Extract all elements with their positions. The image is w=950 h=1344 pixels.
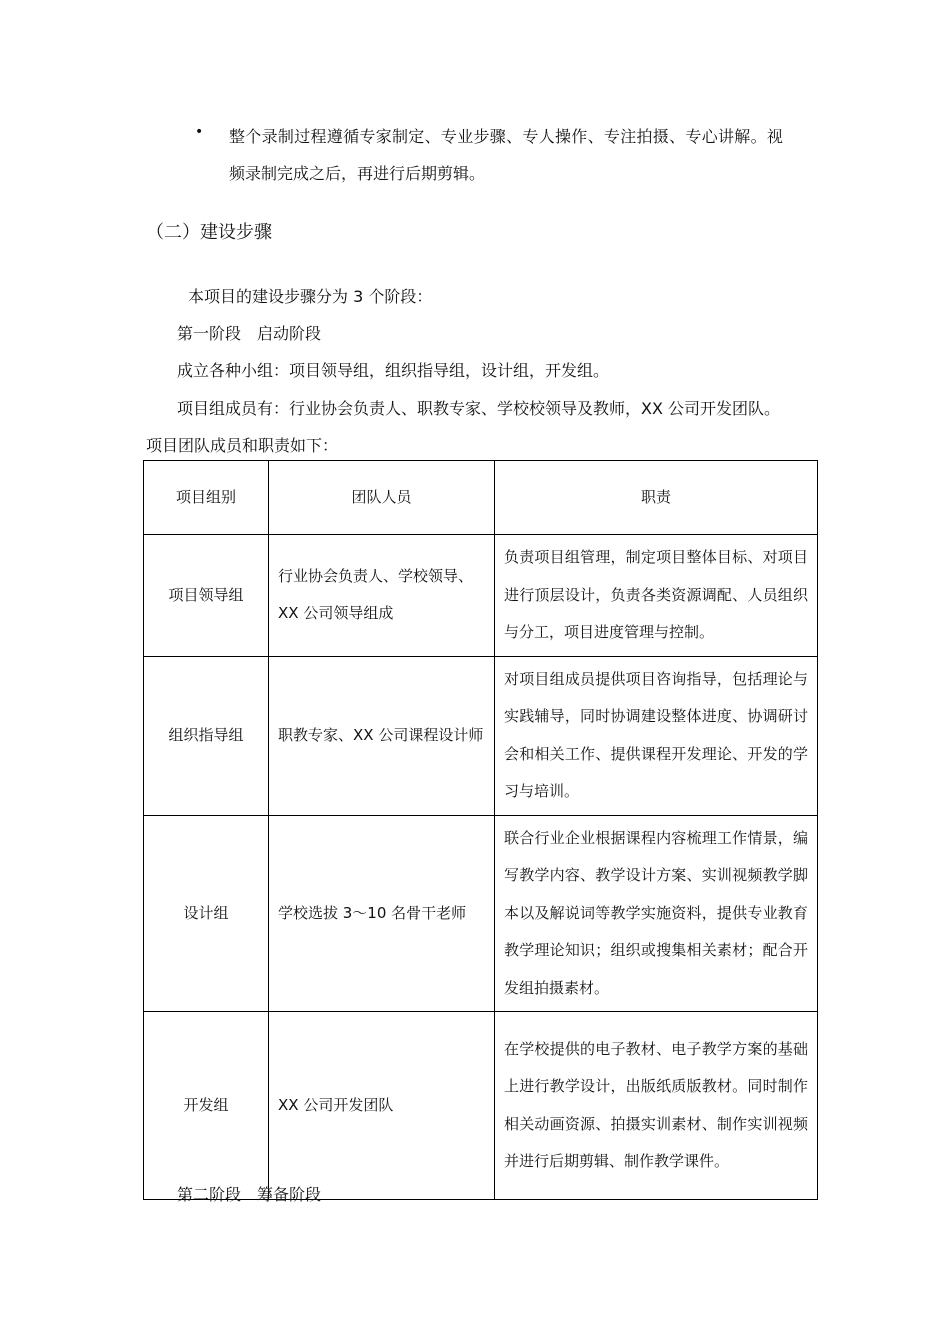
table-row xyxy=(144,1012,818,1200)
team-responsibility-table xyxy=(143,460,818,1200)
cell-members: XX 公司开发团队 xyxy=(269,1012,495,1200)
cell-duties: 联合行业企业根据课程内容梳理工作情景，编写教学内容、教学设计方案、实训视频教学脚本以及解说词等教学实施资料，提供专业教育教学理论知识；组织或搜集相关素材；配合开发组拍摄素材。 xyxy=(495,815,818,1012)
members-paragraph-line-1: 项目组成员有：行业协会负责人、职教专家、学校校领导及教师，XX 公司开发团队。 xyxy=(177,399,781,418)
intro-paragraph: 本项目的建设步骤分为 3 个阶段： xyxy=(188,287,433,306)
section-heading: （二）建设步骤 xyxy=(146,222,272,243)
groups-paragraph: 成立各种小组：项目领导组，组织指导组，设计组，开发组。 xyxy=(177,361,610,380)
table-row xyxy=(144,815,818,1012)
cell-group: 设计组 xyxy=(144,815,269,1012)
cell-duties: 对项目组成员提供项目咨询指导，包括理论与实践辅导，同时协调建设整体进度、协调研讨会和相关工作、提供课程开发理论、开发的学习与培训。 xyxy=(495,656,818,815)
cell-group: 项目领导组 xyxy=(144,535,269,657)
header-duties: 职责 xyxy=(495,461,818,535)
header-members: 团队人员 xyxy=(269,461,495,535)
table-row xyxy=(144,656,818,815)
cell-members: 学校选拔 3～10 名骨干老师 xyxy=(269,815,495,1012)
cell-group: 开发组 xyxy=(144,1012,269,1200)
members-paragraph-line-2: 项目团队成员和职责如下： xyxy=(146,436,339,455)
header-group: 项目组别 xyxy=(144,461,269,535)
cell-group: 组织指导组 xyxy=(144,656,269,815)
bullet-text-line-2: 频录制完成之后，再进行后期剪辑。 xyxy=(229,164,486,183)
stage-two-heading: 第二阶段 筹备阶段 xyxy=(177,1185,322,1204)
bullet-marker: • xyxy=(195,124,204,140)
cell-duties: 在学校提供的电子教材、电子教学方案的基础上进行教学设计，出版纸质版教材。同时制作相关动画资源、拍摄实训素材、制作实训视频并进行后期剪辑、制作教学课件。 xyxy=(495,1012,818,1200)
cell-members: 行业协会负责人、学校领导、XX 公司领导组成 xyxy=(269,535,495,657)
table-row xyxy=(144,535,818,657)
bullet-text-line-1: 整个录制过程遵循专家制定、专业步骤、专人操作、专注拍摄、专心讲解。视 xyxy=(229,127,784,146)
cell-duties: 负责项目组管理，制定项目整体目标、对项目进行顶层设计，负责各类资源调配、人员组织与分工，项目进度管理与控制。 xyxy=(495,535,818,657)
cell-members: 职教专家、XX 公司课程设计师 xyxy=(269,656,495,815)
table-header-row xyxy=(144,461,818,535)
stage-one-heading: 第一阶段 启动阶段 xyxy=(177,324,322,343)
